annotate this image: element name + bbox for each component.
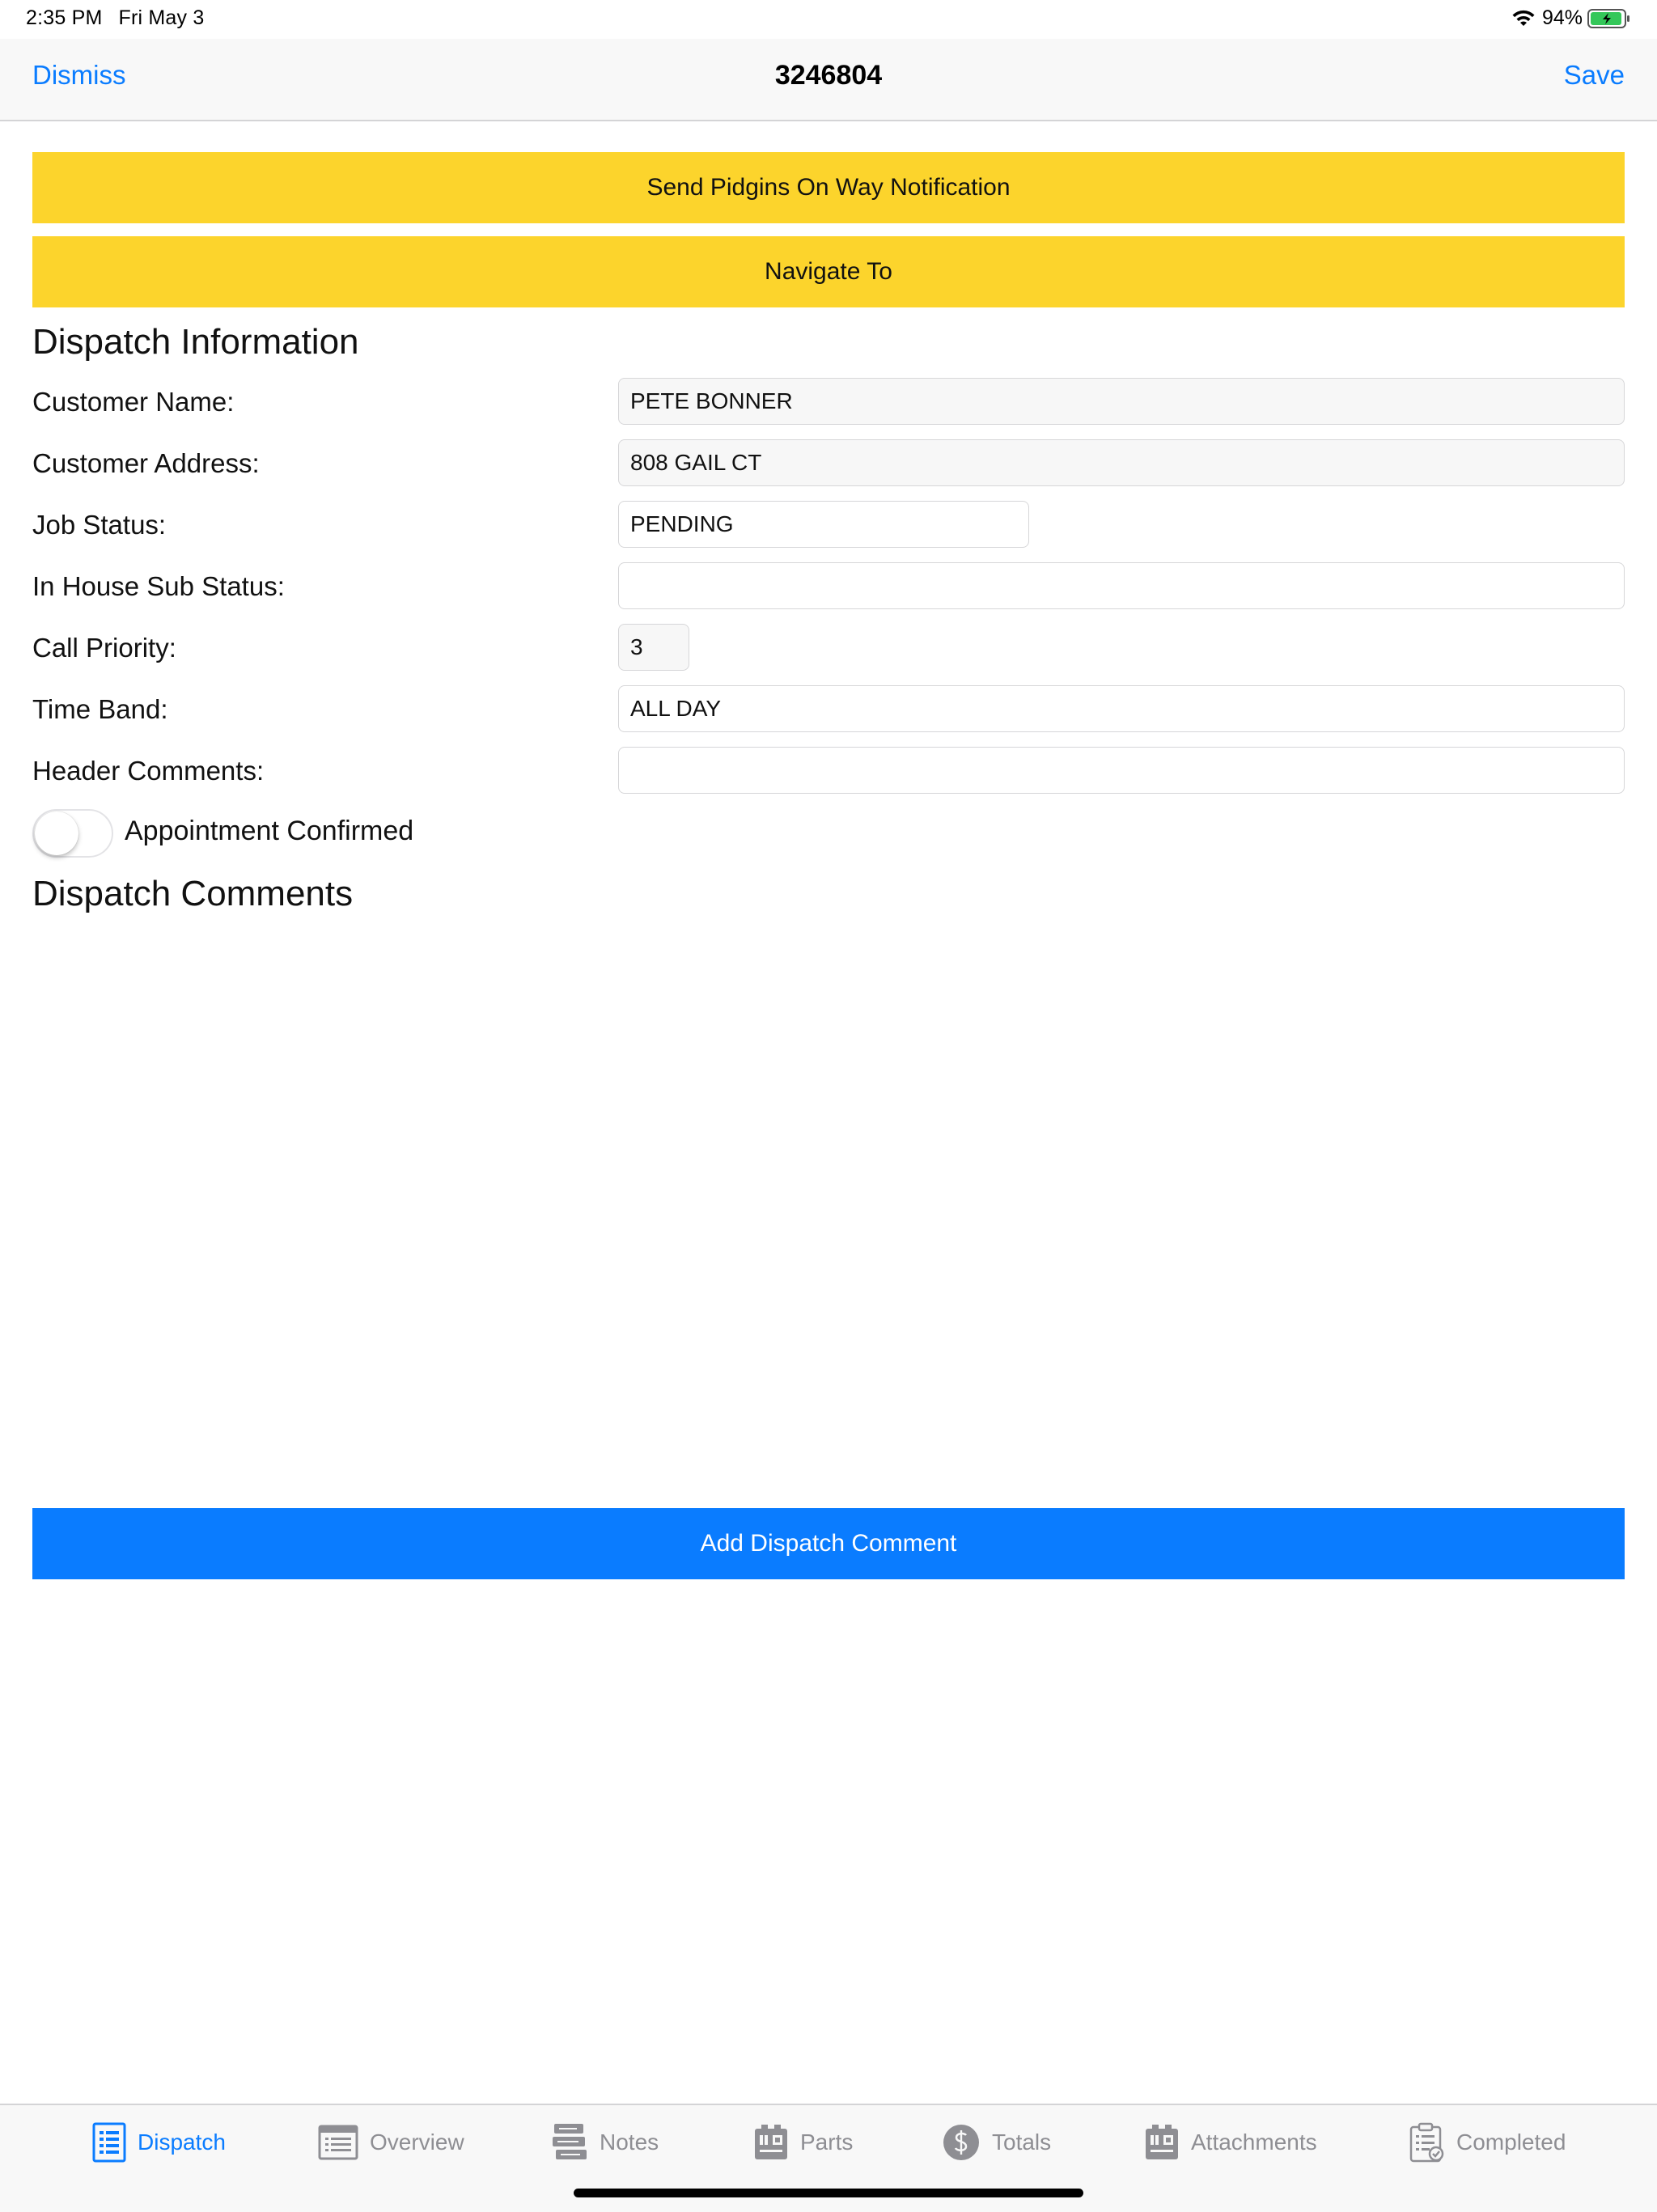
customer-name-field[interactable]: PETE BONNER <box>618 378 1625 425</box>
tab-dispatch[interactable] <box>92 2121 226 2163</box>
dispatch-information-heading: Dispatch Information <box>32 322 359 362</box>
tab-label: Completed <box>1456 2129 1566 2155</box>
notes-icon <box>551 2122 588 2163</box>
customer-address-field[interactable]: 808 GAIL CT <box>618 439 1625 486</box>
dismiss-button[interactable]: Dismiss <box>32 60 126 90</box>
tab-label: Attachments <box>1191 2129 1317 2155</box>
tab-label: Totals <box>992 2129 1052 2155</box>
time-band-field[interactable]: ALL DAY <box>618 685 1625 732</box>
tab-label: Overview <box>370 2129 464 2155</box>
tab-label: Dispatch <box>138 2129 226 2155</box>
job-status-label: Job Status: <box>32 510 167 540</box>
toggle-knob <box>35 811 78 855</box>
customer-name-label: Customer Name: <box>32 387 235 417</box>
header-comments-field[interactable] <box>618 747 1625 794</box>
call-priority-label: Call Priority: <box>32 633 176 663</box>
page-title: 3246804 <box>774 60 883 91</box>
parts-icon <box>753 2124 789 2161</box>
dispatch-comments-heading: Dispatch Comments <box>32 874 354 913</box>
time-band-label: Time Band: <box>32 694 168 724</box>
tab-attachments[interactable] <box>1144 2121 1317 2163</box>
tab-totals[interactable] <box>942 2121 1051 2163</box>
tab-completed[interactable] <box>1409 2121 1566 2163</box>
tab-label: Parts <box>800 2129 854 2155</box>
appointment-confirmed-toggle[interactable] <box>32 809 113 858</box>
job-status-field[interactable]: PENDING <box>618 501 1029 548</box>
customer-address-label: Customer Address: <box>32 448 260 478</box>
attachments-icon <box>1144 2124 1180 2161</box>
add-dispatch-comment-button[interactable] <box>32 1508 1625 1579</box>
save-button[interactable]: Save <box>1563 60 1625 90</box>
status-date: Fri May 3 <box>118 6 205 29</box>
status-bar-left <box>26 6 221 30</box>
battery-percent: 94% <box>1541 6 1583 29</box>
header-comments-label: Header Comments: <box>32 756 265 786</box>
appointment-confirmed-label: Appointment Confirmed <box>125 816 414 846</box>
tab-notes[interactable] <box>551 2121 659 2163</box>
battery-charging-icon <box>1587 8 1631 29</box>
in-house-sub-status-field[interactable] <box>618 562 1625 609</box>
dollar-icon <box>942 2123 981 2162</box>
list-icon <box>92 2122 126 2163</box>
send-notification-button[interactable] <box>32 152 1625 223</box>
status-bar-right <box>1511 6 1631 30</box>
tab-label: Notes <box>600 2129 659 2155</box>
in-house-sub-status-label: In House Sub Status: <box>32 571 285 601</box>
clipboard-check-icon <box>1409 2122 1445 2163</box>
home-indicator[interactable] <box>574 2189 1083 2197</box>
send-notification-label: Send Pidgins On Way Notification <box>646 174 1011 201</box>
status-time: 2:35 PM <box>26 6 103 29</box>
overview-icon <box>318 2125 358 2160</box>
add-dispatch-comment-label: Add Dispatch Comment <box>700 1530 957 1557</box>
tab-overview[interactable] <box>318 2121 464 2163</box>
navigation-bar <box>0 39 1657 121</box>
wifi-icon <box>1511 10 1536 28</box>
tab-parts[interactable] <box>753 2121 853 2163</box>
call-priority-field[interactable]: 3 <box>618 624 689 671</box>
navigate-to-button[interactable] <box>32 236 1625 307</box>
navigate-to-label: Navigate To <box>765 258 892 285</box>
